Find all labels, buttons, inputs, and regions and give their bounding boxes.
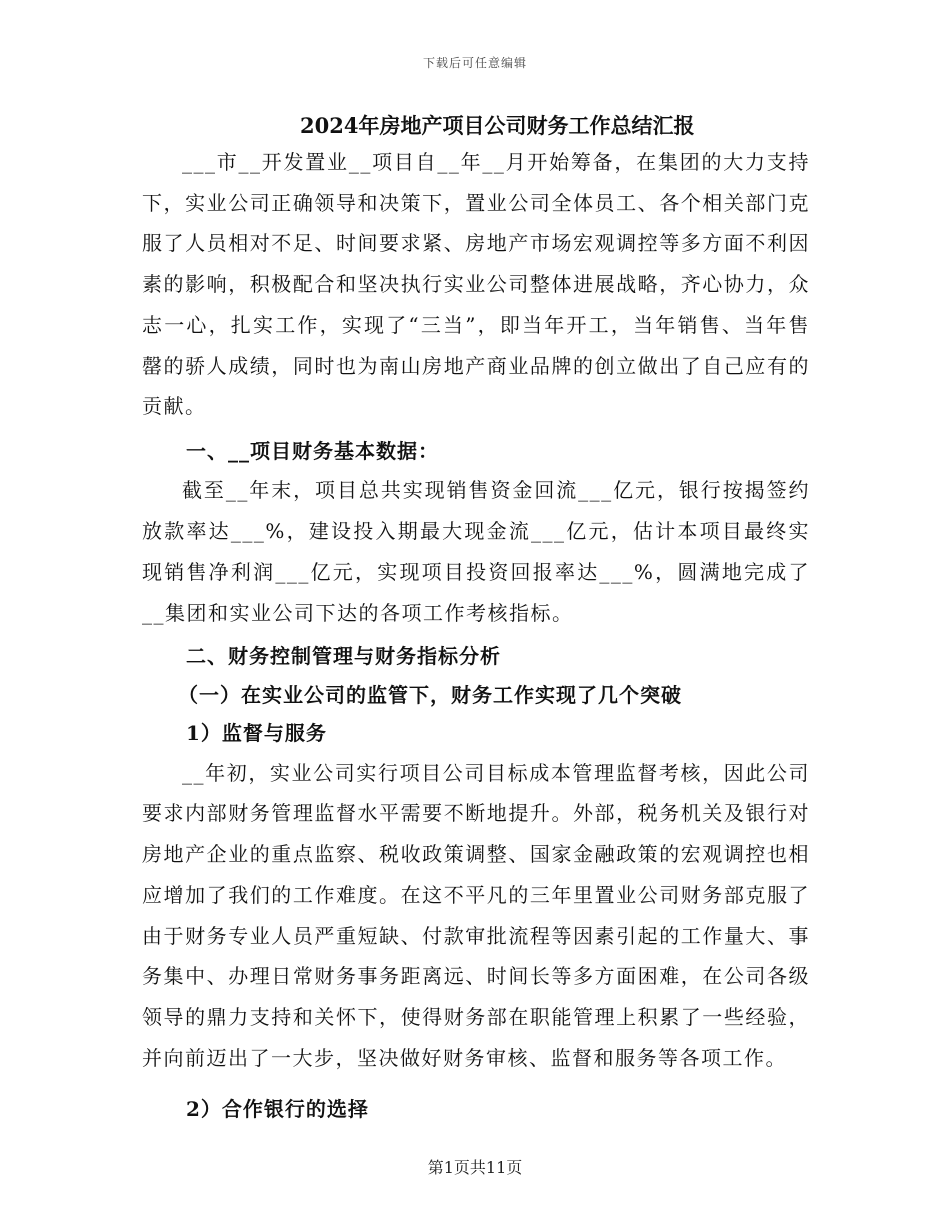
item-2-heading: 2）合作银行的选择 (186, 1097, 369, 1122)
item-1-paragraph: __年初，实业公司实行项目公司目标成本管理监督考核，因此公司要求内部财务管理监督水平需要不断地提升。外部，税务机关及银行对房地产企业的重点监察、税收政策调整、国家金融政策的宏观调控也相应增加了我们的工作难度。在这不平凡的三年里置业公司财务部克服了由于财务专业人员严重短缺、付款审批流程等因素引起的工作量大、事务集中、办理日常财务事务距离远、时间长等多方面困难，在公司各级领导的鼎力支持和关怀下，使得财务部在职能管理上积累了一些经验，并向前迈出了一大步，坚决做好财务审核、监督和服务等各项工作。 (142, 760, 810, 1070)
intro-paragraph: ___市__开发置业__项目自__年__月开始筹备，在集团的大力支持下，实业公司正确领导和决策下，置业公司全体员工、各个相关部门克服了人员相对不足、时间要求紧、房地产市场宏观调控等多方面不利因素的影响，积极配合和坚决执行实业公司整体进展战略，齐心协力，众志一心，扎实工作，实现了“三当”，即当年开工，当年销售、当年售罄的骄人成绩，同时也为南山房地产商业品牌的创立做出了自己应有的贡献。 (142, 150, 810, 419)
header-note: 下载后可任意编辑 (422, 56, 527, 70)
page-footer: 第1页共11页 (427, 1158, 523, 1177)
section-1-heading: 一、__项目财务基本数据： (186, 438, 439, 463)
section-2-heading: 二、财务控制管理与财务指标分析 (186, 644, 501, 669)
subsection-1-heading: （一）在实业公司的监管下，财务工作实现了几个突破 (178, 682, 682, 707)
document-title: 2024年房地产项目公司财务工作总结汇报 (300, 113, 695, 138)
document-body (142, 110, 810, 1129)
section-1-paragraph: 截至__年末，项目总共实现销售资金回流___亿元，银行按揭签约放款率达___%，建设投入期最大现金流___亿元，估计本项目最终实现销售净利润___亿元，实现项目投资回报率达___%，圆满地完成了__集团和实业公司下达的各项工作考核指标。 (142, 478, 810, 625)
item-1-heading: 1）监督与服务 (186, 721, 327, 746)
